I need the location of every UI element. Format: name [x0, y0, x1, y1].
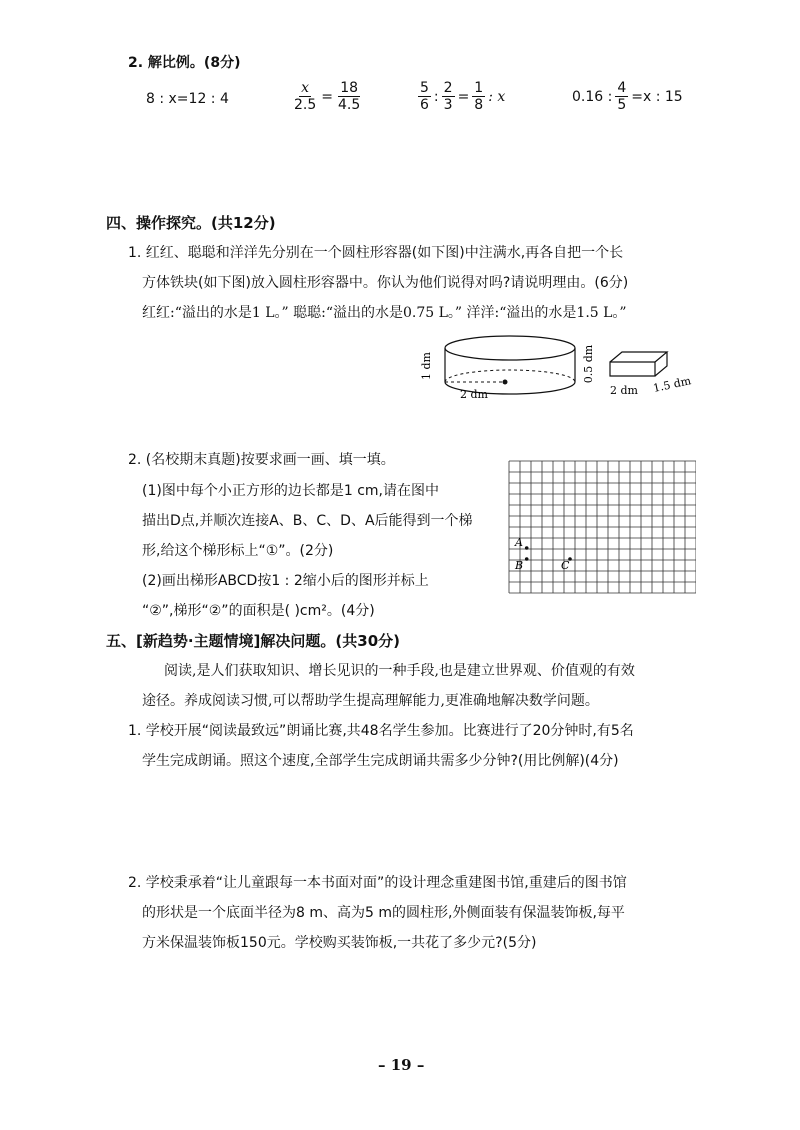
numerator: 1 [474, 80, 484, 96]
question-line: 描出D点,并顺次连接A、B、C、D、A后能得到一个梯 [142, 513, 473, 529]
fraction [336, 80, 362, 113]
question-line: (2)画出梯形ABCD按1 : 2缩小后的图形并标上 [142, 573, 429, 589]
question-line: 形,给这个梯形标上“①”。(2分) [142, 543, 334, 559]
numerator: 2 [443, 80, 453, 96]
question-line: (1)图中每个小正方形的边长都是1 cm,请在图中 [142, 483, 439, 499]
question-line: 1. 红红、聪聪和洋洋先分别在一个圆柱形容器(如下图)中注满水,再各自把一个长 [128, 245, 624, 261]
fraction [615, 80, 628, 113]
student-quotes: 红红:“溢出的水是1 L。” 聪聪:“溢出的水是0.75 L。” 洋洋:“溢出的水是1.5 L。” [142, 305, 627, 321]
equals-sign: = [457, 88, 470, 105]
question-line: 2. (名校期末真题)按要求画一画、填一填。 [128, 452, 395, 468]
numerator: 4 [617, 80, 627, 96]
equation-head: 0.16 : [572, 88, 613, 105]
point-a-label: A [515, 536, 523, 549]
fraction [418, 80, 431, 113]
denominator: 6 [420, 97, 429, 113]
question-title: 2. 解比例。(8分) [128, 55, 241, 71]
equation-text: 8 : x=12 : 4 [146, 91, 229, 107]
question-line: 的形状是一个底面半径为8 m、高为5 m的圆柱形,外侧面装有保温装饰板,每平 [142, 905, 625, 921]
numerator: 5 [420, 80, 429, 96]
cuboid-height-label: 0.5 dm [582, 344, 595, 384]
question-line: 1. 学校开展“阅读最致远”朗诵比赛,共48名学生参加。比赛进行了20分钟时,有5名 [128, 723, 634, 739]
equation-tail: =x : 15 [631, 88, 683, 105]
cuboid-length-label: 2 dm [610, 384, 638, 397]
equation-2 [292, 80, 362, 113]
section-title: 五、[新趋势·主题情境]解决问题。(共30分) [106, 632, 400, 650]
equation-3 [418, 80, 505, 113]
numerator: 18 [340, 80, 359, 96]
equation-4 [572, 80, 683, 113]
drawing-grid[interactable] [508, 460, 696, 596]
solids-figure [420, 334, 700, 404]
cylinder-height-label: 1 dm [420, 352, 433, 380]
denominator: 5 [617, 97, 627, 113]
question-line: 学生完成朗诵。照这个速度,全部学生完成朗诵共需多少分钟?(用比例解)(4分) [142, 753, 619, 769]
point-b-label: B [515, 559, 524, 572]
denominator: 3 [443, 97, 453, 113]
equals-sign: = [321, 88, 333, 105]
denominator: 8 [474, 97, 484, 113]
page-number: – 19 – [378, 1056, 425, 1074]
cylinder [445, 336, 575, 394]
denominator: 4.5 [338, 97, 361, 113]
question-line: 方体铁块(如下图)放入圆柱形容器中。你认为他们说得对吗?请说明理由。(6分) [142, 275, 629, 291]
cuboid [610, 352, 667, 376]
question-line: 2. 学校秉承着“让儿童跟每一本书面对面”的设计理念重建图书馆,重建后的图书馆 [128, 875, 627, 891]
fraction [292, 80, 318, 113]
intro-line: 途径。养成阅读习惯,可以帮助学生提高理解能力,更准确地解决数学问题。 [142, 693, 599, 709]
point-a-dot [525, 546, 529, 550]
equation-tail: : x [488, 88, 506, 105]
cuboid-width-label: 1.5 dm [651, 374, 693, 395]
section-title: 四、操作探究。(共12分) [106, 214, 276, 232]
question-line: 方米保温装饰板150元。学校购买装饰板,一共花了多少元?(5分) [142, 935, 537, 951]
point-b-dot [525, 557, 529, 561]
point-c-label: C [561, 559, 570, 572]
fraction [472, 80, 485, 113]
ratio-colon: : [433, 88, 439, 105]
equation-1 [146, 91, 229, 107]
denominator: 2.5 [294, 97, 317, 113]
numerator: x [301, 80, 310, 96]
cylinder-radius-label: 2 dm [460, 388, 488, 401]
question-line: “②”,梯形“②”的面积是( )cm²。(4分) [142, 603, 375, 619]
intro-line: 阅读,是人们获取知识、增长见识的一种手段,也是建立世界观、价值观的有效 [164, 663, 635, 679]
fraction [442, 80, 455, 113]
